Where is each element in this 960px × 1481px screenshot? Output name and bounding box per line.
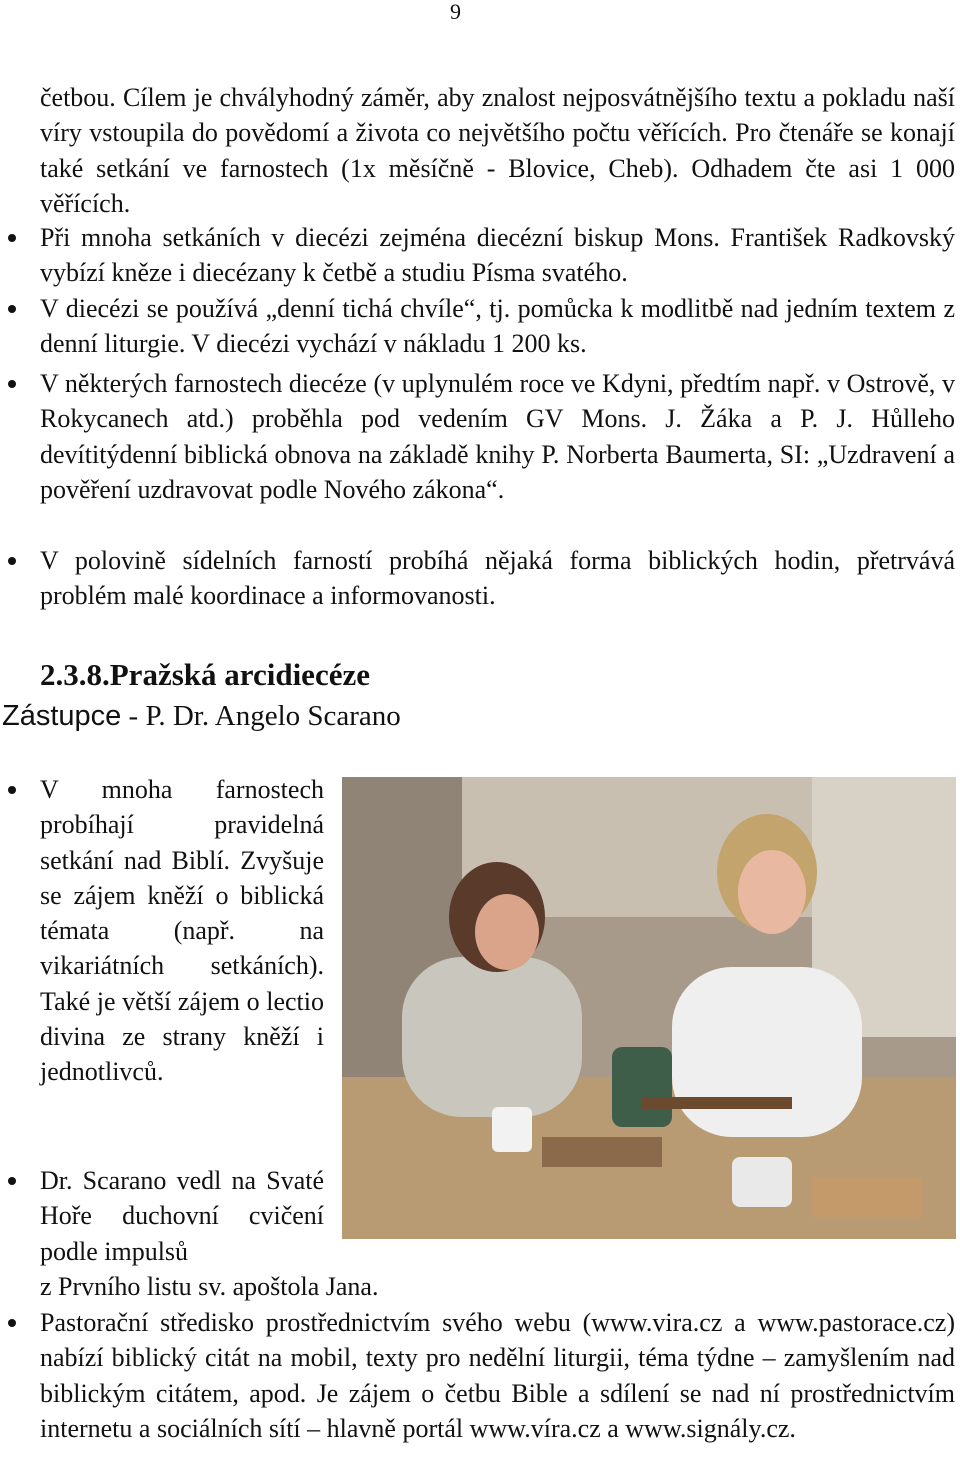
representative-line bbox=[2, 697, 401, 735]
bullet-item-bishop: Při mnoha setkáních v diecézi zejména diecézní biskup Mons. František Radkovský vybízí kněze i diecézany k četbě a studiu Písma svatého. bbox=[40, 220, 955, 291]
section-heading: 2.3.8.Pražská arcidiecéze bbox=[40, 657, 370, 692]
bullet-item-biblical-renewal: V některých farnostech diecéze (v uplynulém roce ve Kdyni, předtím např. v Ostrově, v Rokycanech atd.) proběhla pod vedením GV Mons. J. Žáka a P. J. Hůlleho devítitýdenní biblická obnova na základě knihy P. Norberta Baumerta, SI: „Uzdravení a pověření uzdravovat podle Nového zákona“. bbox=[40, 366, 955, 507]
intro-paragraph: četbou. Cílem je chvályhodný záměr, aby znalost nejposvátnějšího textu a pokladu naší víry vstoupila do povědomí a života co největšího počtu věřících. Pro čtenáře se konají také setkání ve farnostech (1x měsíčně - Blovice, Cheb). Odhadem čte asi 1 000 věřících. bbox=[40, 83, 955, 218]
representative-name: - P. Dr. Angelo Scarano bbox=[121, 700, 401, 732]
bullet-item-quiet-moment: V diecézi se používá „denní tichá chvíle“, tj. pomůcka k modlitbě nad jedním textem z denní liturgie. V diecézi vychází v nákladu 1 200 ks. bbox=[40, 291, 955, 362]
bullet-item-bible-hours: V polovině sídelních farností probíhá nějaká forma biblických hodin, přetrvává problém malé koordinace a informovanosti. bbox=[40, 543, 955, 614]
bullet-item-spiritual-exercises-tail: z Prvního listu sv. apoštola Jana. bbox=[40, 1272, 379, 1301]
bullet-item-pastoral-center: Pastorační středisko prostřednictvím svého webu (www.vira.cz a www.pastorace.cz) nabízí biblický citát na mobil, texty pro nedělní liturgii, téma týdne – zamyšlením nad biblickým citátem, apod. Je zájem o četbu Bible a sdílení se nad ní prostřednictvím internetu a sociálních sítí – hlavně portál www.víra.cz a www.signály.cz. bbox=[40, 1305, 955, 1446]
bullet-item-spiritual-exercises: Dr. Scarano vedl na Svaté Hoře duchovní cvičení podle impulsů bbox=[40, 1163, 324, 1269]
photo-illustration bbox=[342, 777, 956, 1239]
bullet-item-parish-meetings: V mnoha farnostech probíhají pravidelná setkání nad Biblí. Zvyšuje se zájem kněží o biblická témata (např. na vikariátních setkáních). Také je větší zájem o lectio divina ze strany kněží i jednotlivců. bbox=[40, 772, 324, 1090]
page-number: 9 bbox=[450, 0, 461, 24]
photo-women-crafting bbox=[342, 777, 956, 1239]
representative-label: Zástupce bbox=[2, 700, 122, 732]
